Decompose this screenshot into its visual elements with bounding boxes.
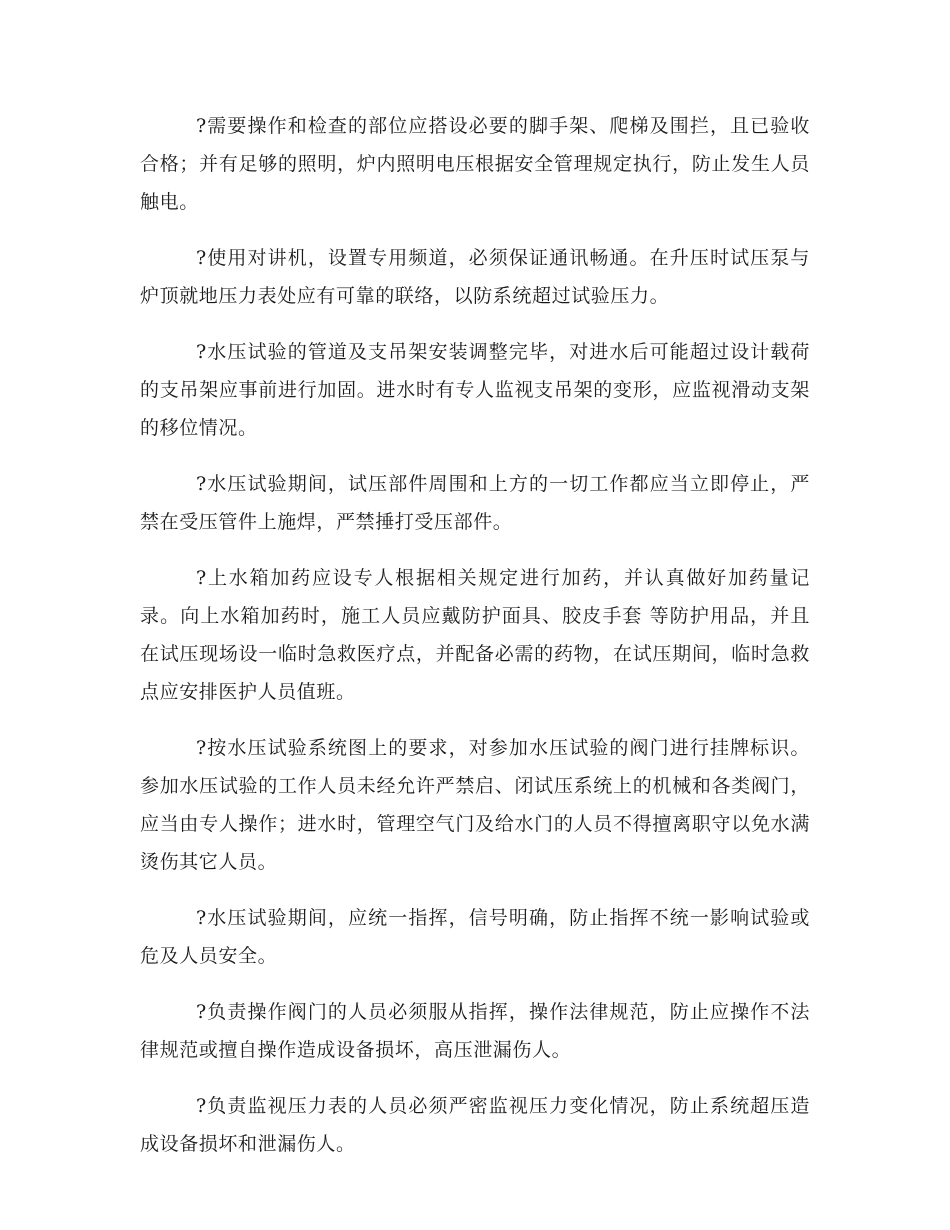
paragraph-stop-work: ?水压试验期间，试压部件周围和上方的一切工作都应当立即停止，严禁在受压管件上施焊，严禁捶打受压部件。 [140,473,810,533]
paragraph-chemical-dosing: ?上水箱加药应设专人根据相关规定进行加药，并认真做好加药量记录。向上水箱加药时，施工人员应戴防护面具、胶皮手套 等防护用品，并且在试压现场设一临时急救医疗点，并配备必需的药物，在试压期间，临时急救点应安排医护人员值班。 [140,567,810,703]
paragraph-valve-tagging: ?按水压试验系统图上的要求，对参加水压试验的阀门进行挂牌标识。参加水压试验的工作人员未经允许严禁启、闭试压系统上的机械和各类阀门，应当由专人操作；进水时，管理空气门及给水门的人员不得擅离职守以免水满烫伤其它人员。 [140,737,810,873]
paragraph-pressure-monitoring: ?负责监视压力表的人员必须严密监视压力变化情况，防止系统超压造成设备损坏和泄漏伤人。 [140,1095,810,1155]
paragraph-scaffolding-lighting: ?需要操作和检查的部位应搭设必要的脚手架、爬梯及围拦，且已验收合格；并有足够的照明，炉内照明电压根据安全管理规定执行，防止发生人员触电。 [140,115,810,213]
paragraph-pipe-supports: ?水压试验的管道及支吊架安装调整完毕，对进水后可能超过设计载荷的支吊架应事前进行加固。进水时有专人监视支吊架的变形，应监视滑动支架的移位情况。 [140,341,810,439]
paragraph-walkie-talkie: ?使用对讲机，设置专用频道，必须保证通讯畅通。在升压时试压泵与炉顶就地压力表处应有可靠的联络，以防系统超过试验压力。 [140,247,810,307]
paragraph-unified-command: ?水压试验期间，应统一指挥，信号明确，防止指挥不统一影响试验或危及人员安全。 [140,907,810,967]
paragraph-valve-operators: ?负责操作阀门的人员必须服从指挥，操作法律规范，防止应操作不法律规范或擅自操作造成设备损坏，高压泄漏伤人。 [140,1001,810,1061]
document-body [140,107,810,1181]
